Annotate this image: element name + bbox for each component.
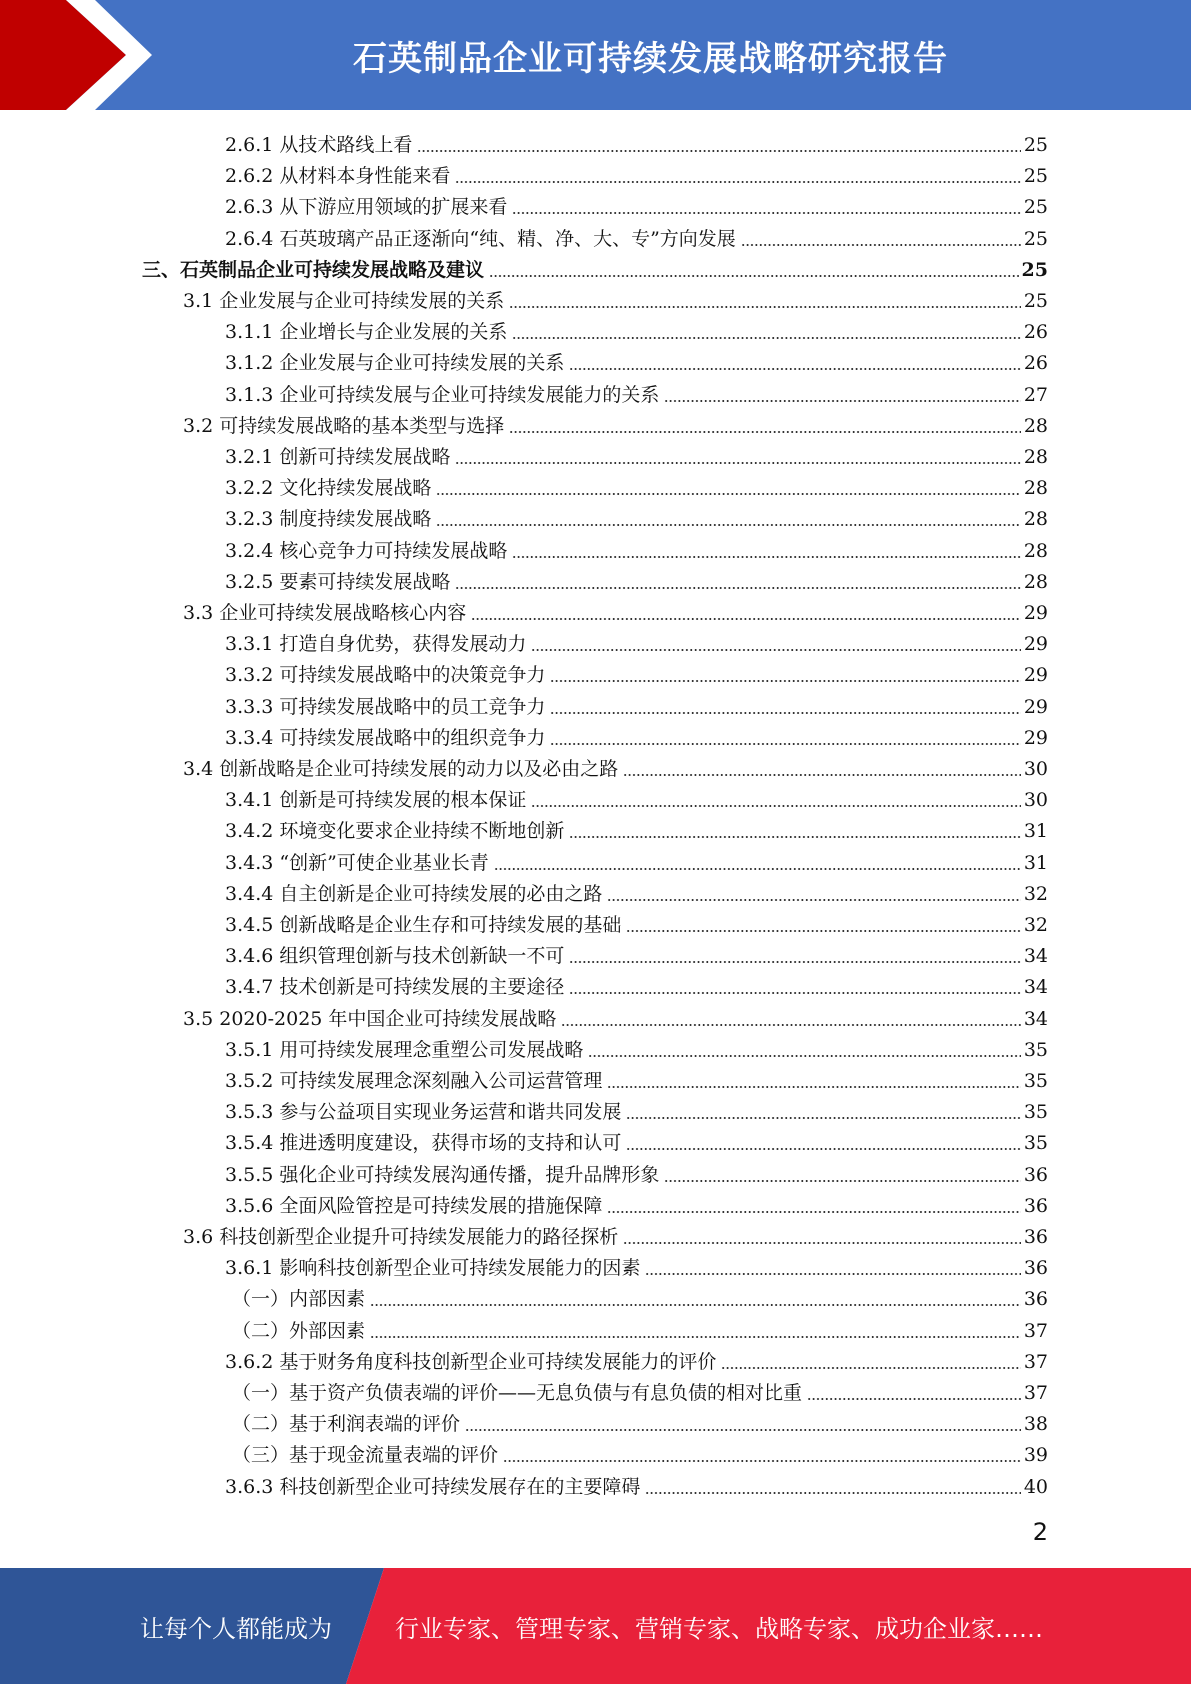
toc-entry-page: 29 — [1023, 602, 1048, 624]
toc-entry[interactable] — [225, 221, 1048, 252]
toc-entry-page: 38 — [1023, 1413, 1048, 1436]
toc-entry[interactable] — [225, 314, 1048, 345]
toc-entry-title: 3.2 可持续发展战略的基本类型与选择 — [183, 414, 505, 437]
toc-entry-page: 25 — [1023, 196, 1048, 219]
toc-leader-dots — [664, 1180, 1020, 1182]
footer-slogan-left: 让每个人都能成为 — [140, 1614, 332, 1643]
toc-entry-title: 2.6.4 石英玻璃产品正逐渐向“纯、精、净、大、专”方向发展 — [225, 227, 736, 250]
toc-leader-dots — [741, 244, 1021, 246]
toc-entry[interactable] — [225, 189, 1048, 220]
toc-leader-dots — [509, 306, 1021, 308]
toc-entry[interactable] — [225, 1157, 1048, 1188]
toc-leader-dots — [471, 618, 1021, 620]
toc-entry-page: 36 — [1023, 1194, 1048, 1217]
toc-entry[interactable] — [225, 470, 1048, 501]
toc-leader-dots — [455, 587, 1020, 589]
toc-leader-dots — [370, 1304, 1021, 1306]
toc-entry-page: 37 — [1023, 1319, 1048, 1342]
toc-entry-page: 28 — [1023, 508, 1048, 531]
toc-leader-dots — [626, 1148, 1020, 1150]
toc-entry[interactable] — [232, 1375, 1048, 1406]
toc-leader-dots — [512, 212, 1020, 214]
toc-entry[interactable] — [225, 845, 1048, 876]
toc-entry[interactable] — [225, 1469, 1048, 1500]
toc-entry-page: 29 — [1023, 664, 1048, 687]
toc-entry-title: 3.3.2 可持续发展战略中的决策竞争力 — [225, 664, 546, 687]
toc-entry-page: 35 — [1023, 1038, 1048, 1061]
page-number: 2 — [1032, 1518, 1048, 1546]
footer-slogan-right: 行业专家、管理专家、营销专家、战略专家、成功企业家…… — [395, 1614, 1043, 1643]
toc-leader-dots — [569, 992, 1020, 994]
toc-entry-title: 3.6.1 影响科技创新型企业可持续发展能力的因素 — [225, 1257, 641, 1280]
toc-leader-dots — [436, 493, 1020, 495]
toc-entry-page: 39 — [1023, 1444, 1048, 1467]
toc-entry-title: 3.5.4 推进透明度建设，获得市场的支持和认可 — [225, 1132, 622, 1155]
toc-leader-dots — [455, 181, 1020, 183]
toc-leader-dots — [807, 1398, 1021, 1400]
toc-entry-title: （一）基于资产负债表端的评价——无息负债与有息负债的相对比重 — [232, 1382, 803, 1404]
toc-leader-dots — [455, 462, 1020, 464]
toc-entry-page: 40 — [1023, 1475, 1048, 1498]
toc-entry-page: 35 — [1023, 1132, 1048, 1155]
toc-entry-title: （三）基于现金流量表端的评价 — [232, 1444, 499, 1467]
toc-entry[interactable] — [183, 595, 1048, 626]
toc-entry-title: 3.5.3 参与公益项目实现业务运营和谐共同发展 — [225, 1101, 622, 1124]
toc-entry-page: 36 — [1023, 1163, 1048, 1186]
toc-leader-dots — [417, 150, 1020, 152]
toc-entry-title: 3.6.3 科技创新型企业可持续发展存在的主要障碍 — [225, 1475, 641, 1498]
toc-leader-dots — [569, 836, 1020, 838]
toc-entry-page: 25 — [1023, 290, 1048, 312]
toc-entry-title: 3.1.2 企业发展与企业可持续发展的关系 — [225, 352, 565, 375]
toc-leader-dots — [623, 774, 1021, 776]
toc-entry-title: （二）基于利润表端的评价 — [232, 1413, 461, 1436]
toc-entry-page: 34 — [1023, 945, 1048, 968]
toc-entry-page: 28 — [1023, 446, 1048, 468]
toc-leader-dots — [550, 743, 1020, 745]
toc-entry-page: 27 — [1023, 383, 1048, 406]
toc-entry-title: 3.4.6 组织管理创新与技术创新缺一不可 — [225, 945, 565, 968]
toc-leader-dots — [569, 961, 1020, 963]
toc-entry-page: 31 — [1023, 851, 1048, 874]
toc-entry-page: 32 — [1023, 882, 1048, 905]
toc-entry[interactable] — [183, 1219, 1048, 1250]
toc-entry-page: 35 — [1023, 1070, 1048, 1092]
toc-entry[interactable] — [225, 782, 1048, 813]
toc-entry[interactable] — [183, 283, 1048, 314]
toc-entry-title: （一）内部因素 — [232, 1288, 366, 1311]
toc-entry-page: 35 — [1023, 1101, 1048, 1124]
toc-leader-dots — [664, 400, 1020, 402]
toc-entry-page: 28 — [1023, 414, 1048, 437]
toc-leader-dots — [607, 1211, 1020, 1213]
toc-entry-title: 2.6.1 从技术路线上看 — [225, 134, 413, 156]
toc-entry-page: 36 — [1023, 1226, 1048, 1248]
toc-entry-page: 25 — [1023, 134, 1048, 156]
toc-entry[interactable] — [232, 1437, 1048, 1468]
toc-leader-dots — [550, 680, 1020, 682]
toc-entry-page: 36 — [1023, 1288, 1048, 1311]
toc-entry-title: 3.4.5 创新战略是企业生存和可持续发展的基础 — [225, 914, 622, 936]
toc-leader-dots — [489, 275, 1019, 277]
toc-leader-dots — [721, 1367, 1020, 1369]
toc-entry[interactable] — [225, 564, 1048, 595]
toc-entry-title: 3.2.3 制度持续发展战略 — [225, 508, 432, 531]
toc-entry-page: 25 — [1023, 227, 1048, 250]
toc-leader-dots — [436, 524, 1020, 526]
toc-entry[interactable] — [142, 252, 1048, 283]
toc-entry[interactable] — [225, 1063, 1048, 1094]
toc-entry-page: 29 — [1023, 633, 1048, 656]
toc-leader-dots — [588, 1055, 1020, 1057]
toc-entry-title: 3.1.1 企业增长与企业发展的关系 — [225, 321, 508, 344]
toc-entry-title: 2.6.2 从材料本身性能来看 — [225, 165, 451, 188]
toc-entry[interactable] — [225, 1250, 1048, 1281]
toc-leader-dots — [465, 1429, 1021, 1431]
toc-entry-page: 30 — [1023, 789, 1048, 812]
toc-entry-title: 3.2.5 要素可持续发展战略 — [225, 570, 451, 593]
toc-entry[interactable] — [183, 1001, 1048, 1032]
toc-entry-title: 3.4.3 “创新”可使企业基业长青 — [225, 851, 489, 874]
toc-entry-title: 3.1.3 企业可持续发展与企业可持续发展能力的关系 — [225, 383, 660, 406]
toc-leader-dots — [494, 868, 1021, 870]
page-header — [0, 0, 1191, 110]
toc-entry-page: 28 — [1023, 539, 1048, 562]
toc-entry-title: 3.4.7 技术创新是可持续发展的主要途径 — [225, 976, 565, 999]
toc-entry-title: 3.4.2 环境变化要求企业持续不断地创新 — [225, 820, 565, 843]
toc-entry-title: 3.5 2020-2025 年中国企业可持续发展战略 — [183, 1007, 557, 1030]
toc-leader-dots — [623, 1242, 1021, 1244]
toc-entry[interactable] — [225, 938, 1048, 969]
toc-entry-page: 26 — [1023, 352, 1048, 375]
toc-entry-title: 3.3.4 可持续发展战略中的组织竞争力 — [225, 726, 546, 749]
toc-entry-title: （二）外部因素 — [232, 1319, 366, 1342]
toc-leader-dots — [531, 649, 1020, 651]
toc-entry[interactable] — [225, 158, 1048, 189]
toc-leader-dots — [512, 337, 1020, 339]
toc-entry[interactable] — [183, 751, 1048, 782]
toc-entry[interactable] — [225, 1344, 1048, 1375]
toc-leader-dots — [645, 1492, 1020, 1494]
toc-entry-page: 29 — [1023, 726, 1048, 749]
toc-entry-title: 3.5.5 强化企业可持续发展沟通传播，提升品牌形象 — [225, 1163, 660, 1186]
toc-entry[interactable] — [225, 1032, 1048, 1063]
toc-leader-dots — [531, 805, 1020, 807]
toc-leader-dots — [626, 1117, 1020, 1119]
toc-entry[interactable] — [225, 501, 1048, 532]
toc-entry[interactable] — [225, 1125, 1048, 1156]
toc-entry-title: 3.3.3 可持续发展战略中的员工竞争力 — [225, 695, 546, 718]
report-title: 石英制品企业可持续发展战略研究报告 — [353, 38, 948, 79]
toc-entry-page: 34 — [1023, 1007, 1048, 1030]
toc-entry-title: 3.2.2 文化持续发展战略 — [225, 477, 432, 500]
toc-entry[interactable] — [225, 689, 1048, 720]
toc-entry-page: 37 — [1023, 1382, 1048, 1404]
toc-leader-dots — [561, 1024, 1020, 1026]
toc-entry-page: 28 — [1023, 570, 1048, 593]
toc-entry-page: 29 — [1023, 695, 1048, 718]
toc-entry-page: 26 — [1023, 321, 1048, 344]
toc-leader-dots — [503, 1460, 1021, 1462]
toc-entry[interactable] — [225, 657, 1048, 688]
toc-entry-page: 34 — [1023, 976, 1048, 999]
toc-entry-title: 3.3.1 打造自身优势，获得发展动力 — [225, 633, 527, 656]
toc-entry[interactable] — [225, 626, 1048, 657]
toc-leader-dots — [607, 1086, 1020, 1088]
toc-entry-page: 36 — [1023, 1257, 1048, 1280]
toc-entry-page: 37 — [1023, 1350, 1048, 1373]
toc-entry-page: 25 — [1021, 258, 1048, 281]
toc-entry-page: 31 — [1023, 820, 1048, 843]
toc-leader-dots — [509, 431, 1021, 433]
toc-entry-title: 3.1 企业发展与企业可持续发展的关系 — [183, 290, 505, 312]
toc-entry-title: 2.6.3 从下游应用领域的扩展来看 — [225, 196, 508, 219]
toc-entry-title: 3.6 科技创新型企业提升可持续发展能力的路径探析 — [183, 1226, 619, 1248]
toc-entry-title: 三、石英制品企业可持续发展战略及建议 — [142, 258, 485, 281]
toc-entry-title: 3.5.2 可持续发展理念深刻融入公司运营管理 — [225, 1070, 603, 1092]
toc-entry-title: 3.4.4 自主创新是企业可持续发展的必由之路 — [225, 882, 603, 905]
toc-entry[interactable] — [225, 533, 1048, 564]
toc-entry[interactable] — [232, 1281, 1048, 1312]
toc-leader-dots — [550, 712, 1020, 714]
toc-entry[interactable] — [225, 127, 1048, 158]
toc-leader-dots — [607, 899, 1020, 901]
toc-entry-page: 30 — [1023, 758, 1048, 780]
toc-leader-dots — [370, 1336, 1021, 1338]
toc-leader-dots — [512, 556, 1020, 558]
toc-leader-dots — [569, 368, 1020, 370]
toc-entry[interactable] — [232, 1406, 1048, 1437]
toc-entry-title: 3.2.1 创新可持续发展战略 — [225, 446, 451, 468]
toc-entry-page: 28 — [1023, 477, 1048, 500]
toc-entry-page: 32 — [1023, 914, 1048, 936]
toc-entry[interactable] — [225, 720, 1048, 751]
toc-entry[interactable] — [183, 408, 1048, 439]
toc-entry[interactable] — [225, 969, 1048, 1000]
toc-entry-title: 3.2.4 核心竞争力可持续发展战略 — [225, 539, 508, 562]
toc-entry[interactable] — [225, 907, 1048, 938]
toc-entry[interactable] — [225, 876, 1048, 907]
toc-entry-title: 3.3 企业可持续发展战略核心内容 — [183, 602, 467, 624]
page-footer — [0, 1568, 1191, 1684]
toc-entry[interactable] — [225, 1094, 1048, 1125]
toc-entry[interactable] — [225, 377, 1048, 408]
toc-entry-title: 3.4 创新战略是企业可持续发展的动力以及必由之路 — [183, 758, 619, 780]
toc-leader-dots — [645, 1273, 1020, 1275]
toc-leader-dots — [626, 930, 1020, 932]
toc-entry-title: 3.5.6 全面风险管控是可持续发展的措施保障 — [225, 1194, 603, 1217]
toc-entry[interactable] — [225, 813, 1048, 844]
toc-entry-title: 3.6.2 基于财务角度科技创新型企业可持续发展能力的评价 — [225, 1350, 717, 1373]
toc-entry-title: 3.4.1 创新是可持续发展的根本保证 — [225, 789, 527, 812]
toc-entry[interactable] — [225, 345, 1048, 376]
toc-entry-page: 25 — [1023, 165, 1048, 188]
toc-entry-title: 3.5.1 用可持续发展理念重塑公司发展战略 — [225, 1038, 584, 1061]
toc-entry[interactable] — [232, 1313, 1048, 1344]
toc-entry[interactable] — [225, 1188, 1048, 1219]
toc-entry[interactable] — [225, 439, 1048, 470]
